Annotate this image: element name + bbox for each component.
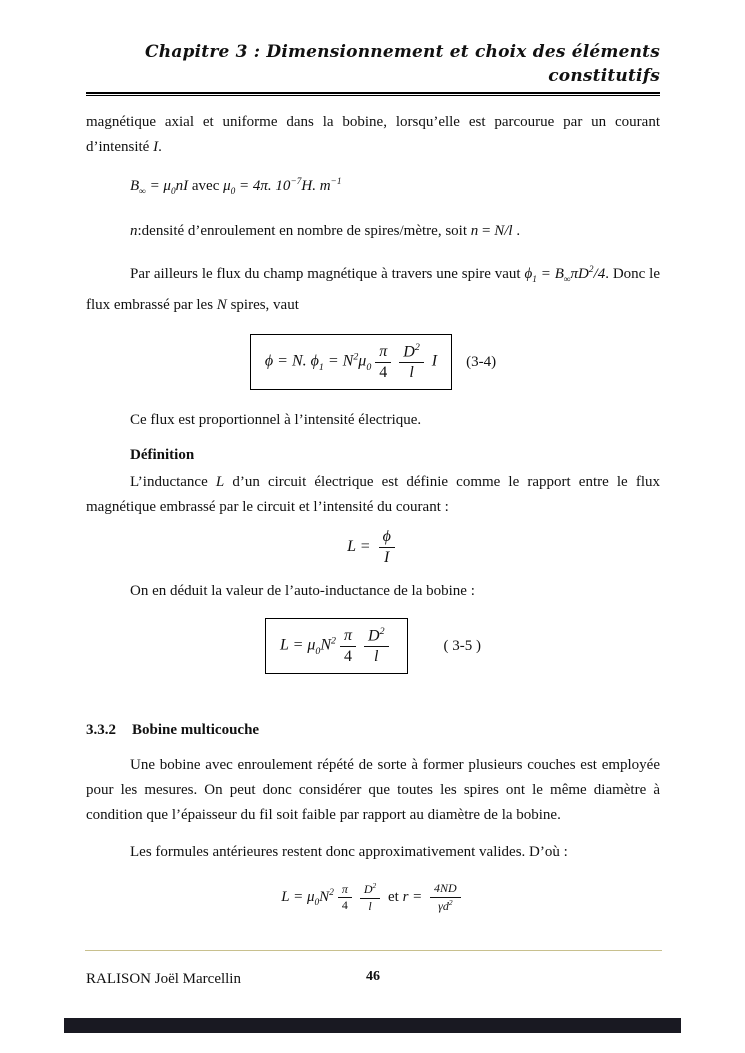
footer-author: RALISON Joël Marcellin bbox=[86, 971, 241, 987]
paragraph-multilayer: Une bobine avec enroulement répété de sorte à former plusieurs couches est employée pour les mesures. On peut donc considérer que toutes les spires ont le même diamètre à condition que l’épaisseur du fil soit faible par rapport au diamètre de la bobine. bbox=[86, 757, 660, 824]
equation-row-3-5 bbox=[86, 618, 660, 674]
page-number: 46 bbox=[366, 969, 380, 984]
page-header bbox=[86, 40, 660, 96]
paragraph-intro: magnétique axial et uniforme dans la bobine, lorsqu’elle est parcourue par un courant d’intensité I. bbox=[86, 114, 660, 155]
paragraph-density: n:densité d’enroulement en nombre de spires/mètre, soit n = N/l . bbox=[130, 223, 521, 239]
chapter-title: Chapitre 3 : Dimensionnement et choix des éléments constitutifs bbox=[145, 42, 660, 86]
paragraph-formulas-valid: Les formules antérieures restent donc approximativement valides. D’où : bbox=[130, 844, 568, 861]
equation-row-3-4 bbox=[86, 334, 660, 390]
equation-tag-3-5: ( 3-5 ) bbox=[443, 637, 482, 654]
paragraph-flux: Par ailleurs le flux du champ magnétique à travers une spire vaut $\phi_1 = B_\infty\pi D^2/4$. Donc le flux embrassé par les N spires, vaut bbox=[86, 265, 660, 313]
equation-box-3-5: $L = \mu_0N^2$ $\frac{\pi}{4}$ $\frac{D^2}{l}$ bbox=[265, 618, 408, 674]
page-footer bbox=[86, 968, 660, 990]
equation-tag-3-4: (3-4) bbox=[466, 353, 497, 370]
formula-final: $L = \mu_0N^2$ $\frac{\pi}{4}$ $\frac{D^2}{l}$ et r = $\frac{4ND}{\gamma d^2}$ bbox=[86, 881, 660, 916]
formula-inductance-ratio: L = $\frac{\phi}{I}$ bbox=[86, 528, 660, 567]
heading-definition: Définition bbox=[130, 447, 195, 464]
header-rule bbox=[86, 92, 660, 96]
paragraph-inductance-definition: L’inductance L d’un circuit électrique est définie comme le rapport entre le flux magnétique embrassé par le circuit et l’intensité du courant : bbox=[86, 474, 660, 516]
paragraph-proportional: Ce flux est proportionnel à l’intensité électrique. bbox=[130, 412, 422, 429]
heading-3-3-2-label: Bobine multicouche bbox=[132, 722, 260, 739]
formula-b-field: $B_\infty = \mu_0nI$ avec $\mu_0 = 4\pi$. $10^{-7}H$. $m^{-1}$ bbox=[130, 177, 342, 197]
bottom-bar bbox=[64, 1018, 681, 1033]
paragraph-deduction: On en déduit la valeur de l’auto-inductance de la bobine : bbox=[130, 582, 475, 599]
heading-3-3-2-number: 3.3.2 bbox=[86, 722, 116, 739]
heading-3-3-2 bbox=[86, 718, 660, 743]
equation-box-3-4: ϕ = N. $\phi_1 = N^2\mu_0$ $\frac{\pi}{4}$ $\frac{D^2}{l}$ I bbox=[250, 334, 452, 390]
footer-rule bbox=[85, 950, 662, 951]
page-body bbox=[86, 40, 660, 916]
